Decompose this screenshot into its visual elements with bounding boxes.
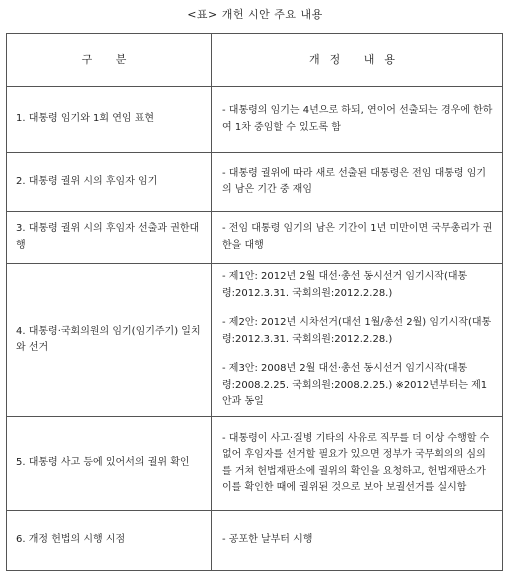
row-content <box>212 87 503 153</box>
content-paragraph: - 공포한 날부터 시행 <box>222 534 313 546</box>
content-paragraph: - 대통령이 사고·질병 기타의 사유로 직무를 더 이상 수행할 수 없어 후임자를 선거할 필요가 있으면 정부가 국무회의의 심의를 거쳐 헌법재판소에 궐위의 확인을 요청하고, 헌법재판소가 이를 확인한 때에 궐위된 것으로 보아 보궐선거를 실시함 <box>222 432 490 493</box>
row-label: 1. 대통령 임기와 1회 연임 표현 <box>7 87 212 153</box>
content-paragraph: - 전임 대통령 임기의 남은 기간이 1년 미만이면 국무총리가 권한을 대행 <box>222 223 493 251</box>
table-caption: <표> 개헌 시안 주요 내용 <box>187 8 323 21</box>
content-paragraph: - 대통령의 임기는 4년으로 하되, 연이어 선출되는 경우에 한하여 1차 중임할 수 있도록 함 <box>222 105 493 133</box>
header-category: 구 분 <box>7 34 212 87</box>
header-row <box>7 34 503 87</box>
table-row <box>7 153 503 212</box>
row-label: 2. 대통령 궐위 시의 후임자 임기 <box>7 153 212 212</box>
row-label: 4. 대통령·국회의원의 임기(임기주기) 일치와 선거 <box>7 264 212 417</box>
row-content <box>212 264 503 417</box>
row-label: 6. 개정 헌법의 시행 시점 <box>7 511 212 571</box>
row-label: 5. 대통령 사고 등에 있어서의 궐위 확인 <box>7 417 212 511</box>
table-row <box>7 212 503 264</box>
header-content: 개정 내용 <box>212 34 503 87</box>
row-content <box>212 153 503 212</box>
table-row <box>7 264 503 417</box>
table-row <box>7 87 503 153</box>
row-content <box>212 212 503 264</box>
table-row <box>7 511 503 571</box>
row-content <box>212 417 503 511</box>
content-paragraph: - 제1안: 2012년 2월 대선·총선 동시선거 임기시작(대통령:2012.3.31. 국회의원:2012.2.28.) <box>222 271 468 299</box>
amendment-table <box>6 33 503 571</box>
row-content <box>212 511 503 571</box>
table-row <box>7 417 503 511</box>
content-paragraph: - 제2안: 2012년 시차선거(대선 1월/총선 2월) 임기시작(대통령:2012.3.31. 국회의원:2012.2.28.) <box>222 317 492 345</box>
content-paragraph: - 제3안: 2008년 2월 대선·총선 동시선거 임기시작(대통령:2008.2.25. 국회의원:2008.2.25.) ※2012년부터는 제1안과 동일 <box>222 363 488 408</box>
content-paragraph: - 대통령 궐위에 따라 새로 선출된 대통령은 전임 대통령 임기의 남은 기간 중 재임 <box>222 167 487 195</box>
row-label: 3. 대통령 궐위 시의 후임자 선출과 권한대행 <box>7 212 212 264</box>
